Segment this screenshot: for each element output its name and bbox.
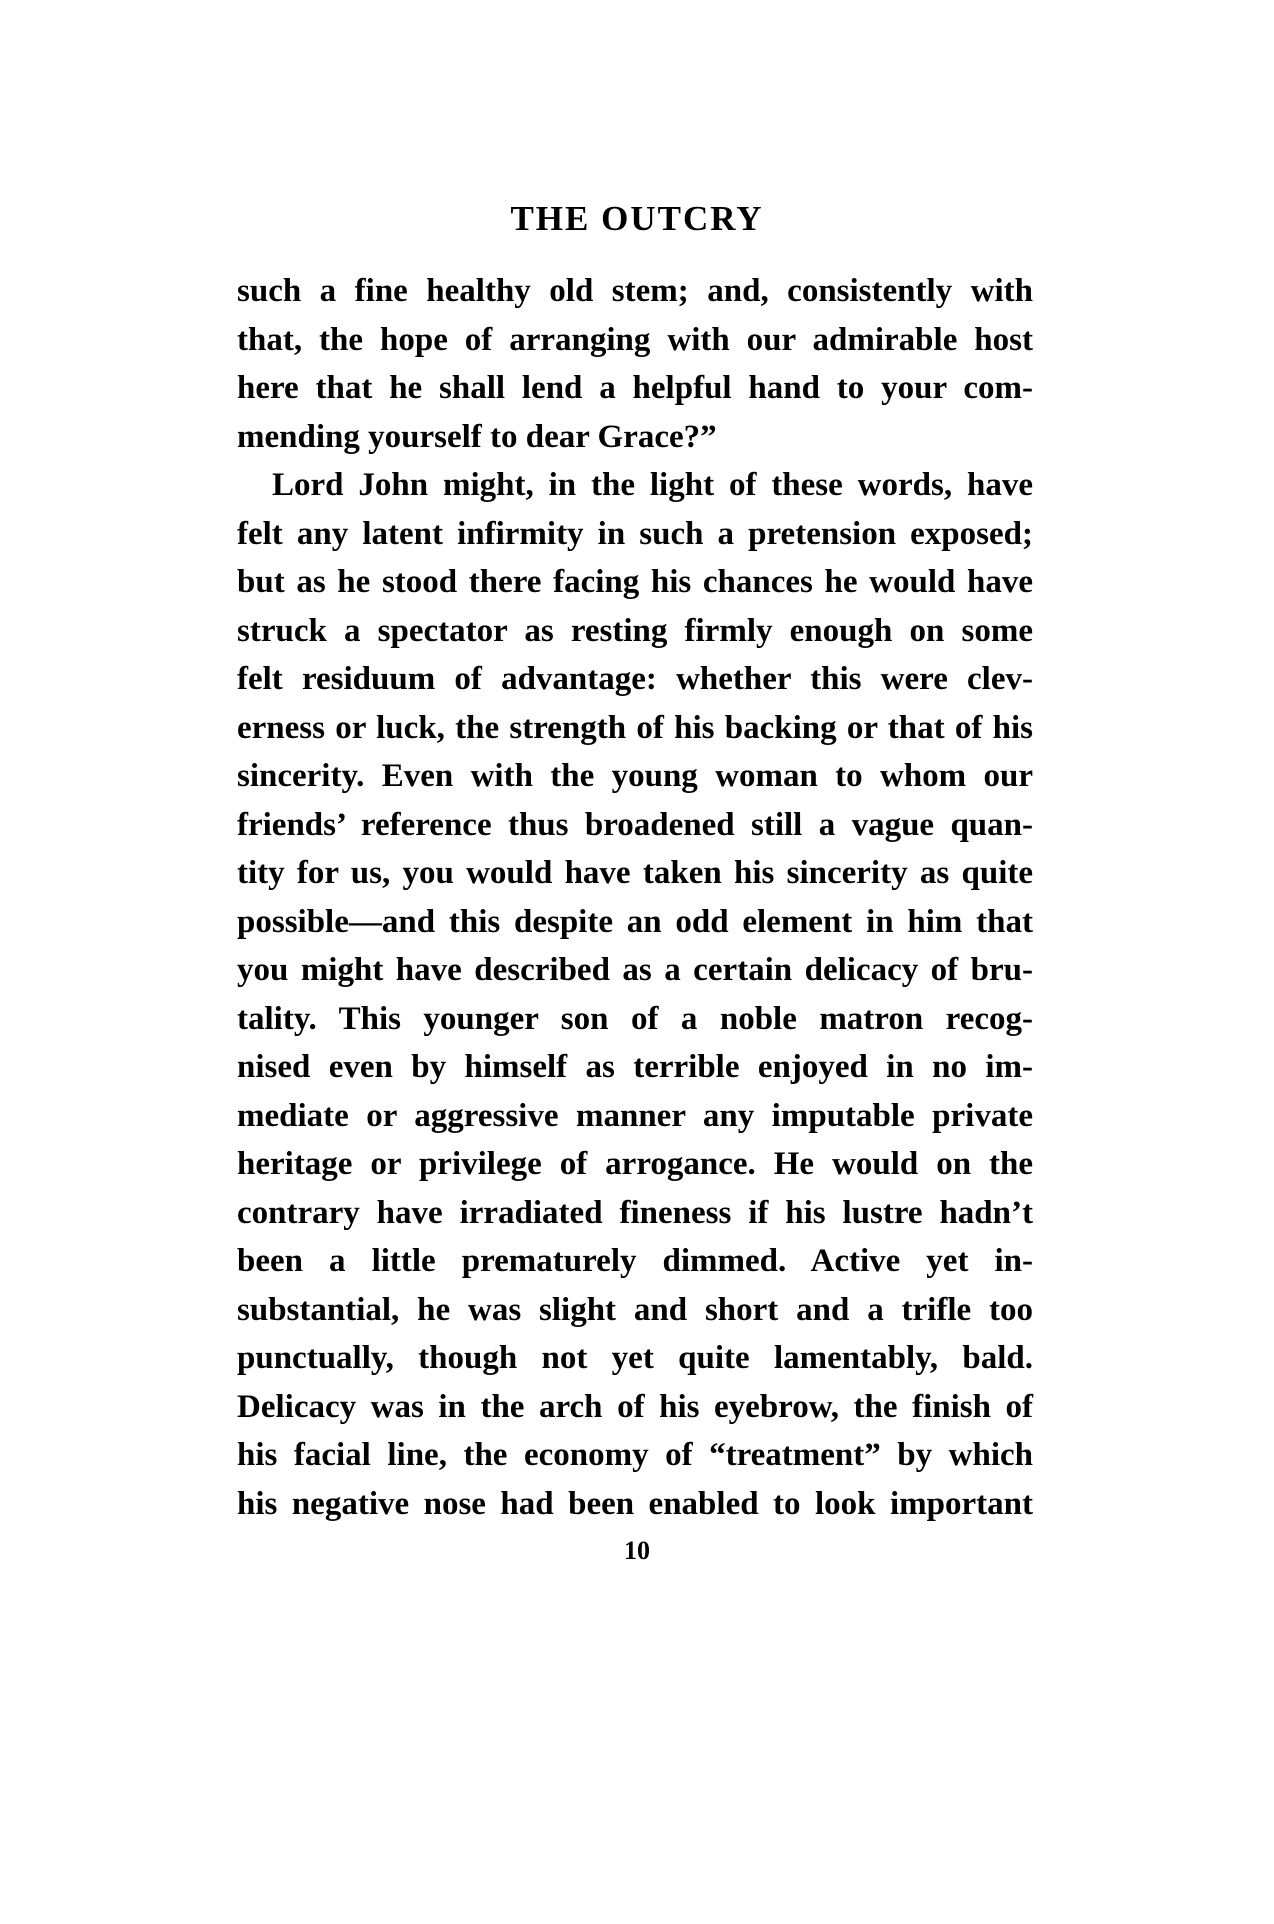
text-line: erness or luck, the strength of his backing or that of his bbox=[237, 709, 1033, 746]
text-line: Lord John might, in the light of these words, have bbox=[272, 467, 1033, 503]
text-line: sincerity. Even with the young woman to whom our bbox=[237, 758, 1033, 794]
running-head: THE OUTCRY bbox=[510, 199, 764, 238]
text-line: mending yourself to dear Grace?” bbox=[237, 418, 717, 455]
text-line: such a fine healthy old stem; and, consistently with bbox=[237, 273, 1033, 309]
text-line: tality. This younger son of a noble matron recog- bbox=[237, 1000, 1033, 1037]
text-line: his negative nose had been enabled to look important bbox=[237, 1485, 1033, 1522]
text-line: Delicacy was in the arch of his eyebrow, the finish of bbox=[237, 1388, 1033, 1425]
text-line: been a little prematurely dimmed. Active yet in- bbox=[237, 1243, 1033, 1279]
body-text bbox=[237, 267, 1033, 1528]
text-line: you might have described as a certain delicacy of bru- bbox=[237, 952, 1033, 988]
text-line: contrary have irradiated fineness if his lustre hadn’t bbox=[237, 1194, 1033, 1231]
text-line: that, the hope of arranging with our admirable host bbox=[237, 321, 1033, 358]
text-line: struck a spectator as resting firmly enough on some bbox=[237, 612, 1033, 649]
text-line: friends’ reference thus broadened still a vague quan- bbox=[237, 806, 1033, 843]
paragraph bbox=[237, 461, 1033, 1528]
text-line: punctually, though not yet quite lamentably, bald. bbox=[237, 1340, 1033, 1376]
text-line: but as he stood there facing his chances he would have bbox=[237, 564, 1033, 600]
text-line: possible—and this despite an odd element in him that bbox=[237, 903, 1033, 940]
text-line: his facial line, the economy of “treatment” by which bbox=[237, 1437, 1033, 1473]
text-line: felt any latent infirmity in such a pretension exposed; bbox=[237, 515, 1033, 552]
text-line: nised even by himself as terrible enjoyed in no im- bbox=[237, 1049, 1033, 1085]
text-line: tity for us, you would have taken his sincerity as quite bbox=[237, 855, 1033, 891]
text-line: substantial, he was slight and short and a trifle too bbox=[237, 1291, 1033, 1328]
text-line: felt residuum of advantage: whether this were clev- bbox=[237, 661, 1033, 697]
text-line: mediate or aggressive manner any imputable private bbox=[237, 1097, 1033, 1134]
text-line: heritage or privilege of arrogance. He would on the bbox=[237, 1146, 1033, 1182]
page-number: 10 bbox=[624, 1536, 650, 1565]
text-line: here that he shall lend a helpful hand to your com- bbox=[237, 370, 1033, 406]
paragraph bbox=[237, 267, 1033, 461]
